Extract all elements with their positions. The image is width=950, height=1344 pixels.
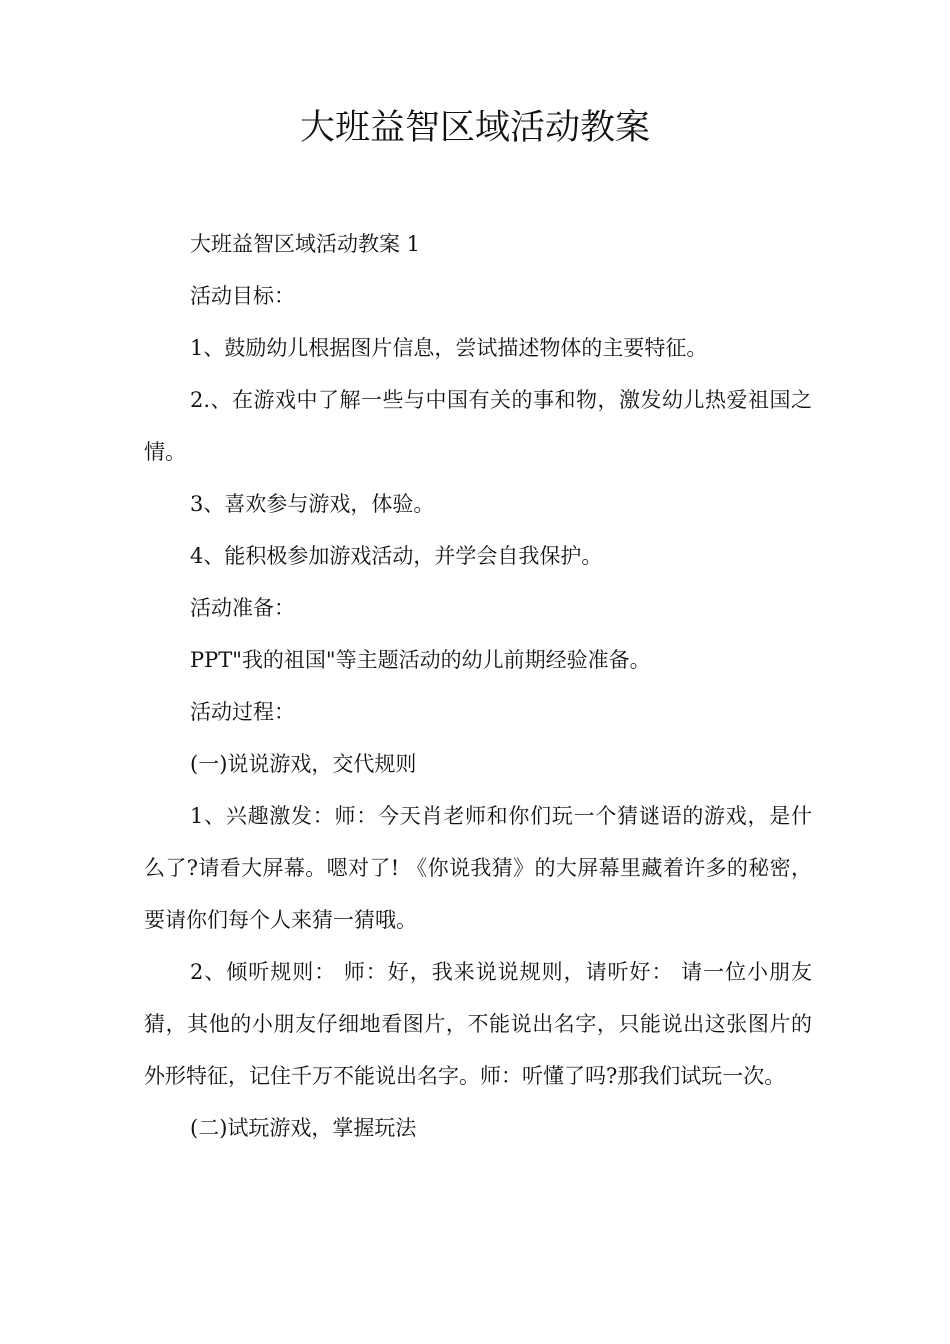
paragraph-goal-3: 3、喜欢参与游戏，体验。: [190, 492, 435, 516]
paragraph-goal-4: 4、能积极参加游戏活动，并学会自我保护。: [190, 544, 603, 568]
paragraph-step-2-heading: (二)试玩游戏，掌握玩法: [190, 1116, 417, 1140]
document-body: [144, 218, 812, 1154]
paragraph-preparation-label: 活动准备：: [190, 596, 295, 620]
paragraph-goals-label: 活动目标：: [190, 284, 295, 308]
paragraph-step-1-rules: 2、倾听规则： 师：好，我来说说规则，请听好： 请一位小朋友猜，其他的小朋友仔细地看图片，不能说出名字，只能说出这张图片的外形特征，记住千万不能说出名字。师：听懂了吗?那我们试玩一次。: [144, 960, 812, 1088]
paragraph-goal-2: 2.、在游戏中了解一些与中国有关的事和物，激发幼儿热爱祖国之情。: [144, 388, 812, 464]
paragraph-step-1-heading: (一)说说游戏，交代规则: [190, 752, 417, 776]
paragraph-preparation: PPT"我的祖国"等主题活动的幼儿前期经验准备。: [190, 648, 651, 672]
paragraph-step-1-interest: 1、兴趣激发：师：今天肖老师和你们玩一个猜谜语的游戏，是什么了?请看大屏幕。嗯对了! 《你说我猜》的大屏幕里藏着许多的秘密，要请你们每个人来猜一猜哦。: [144, 804, 812, 932]
paragraph-section-heading: 大班益智区域活动教案 1: [190, 232, 421, 256]
paragraph-goal-1: 1、鼓励幼儿根据图片信息，尝试描述物体的主要特征。: [190, 336, 708, 360]
document-title: 大班益智区域活动教案: [299, 108, 650, 148]
paragraph-process-label: 活动过程：: [190, 700, 295, 724]
